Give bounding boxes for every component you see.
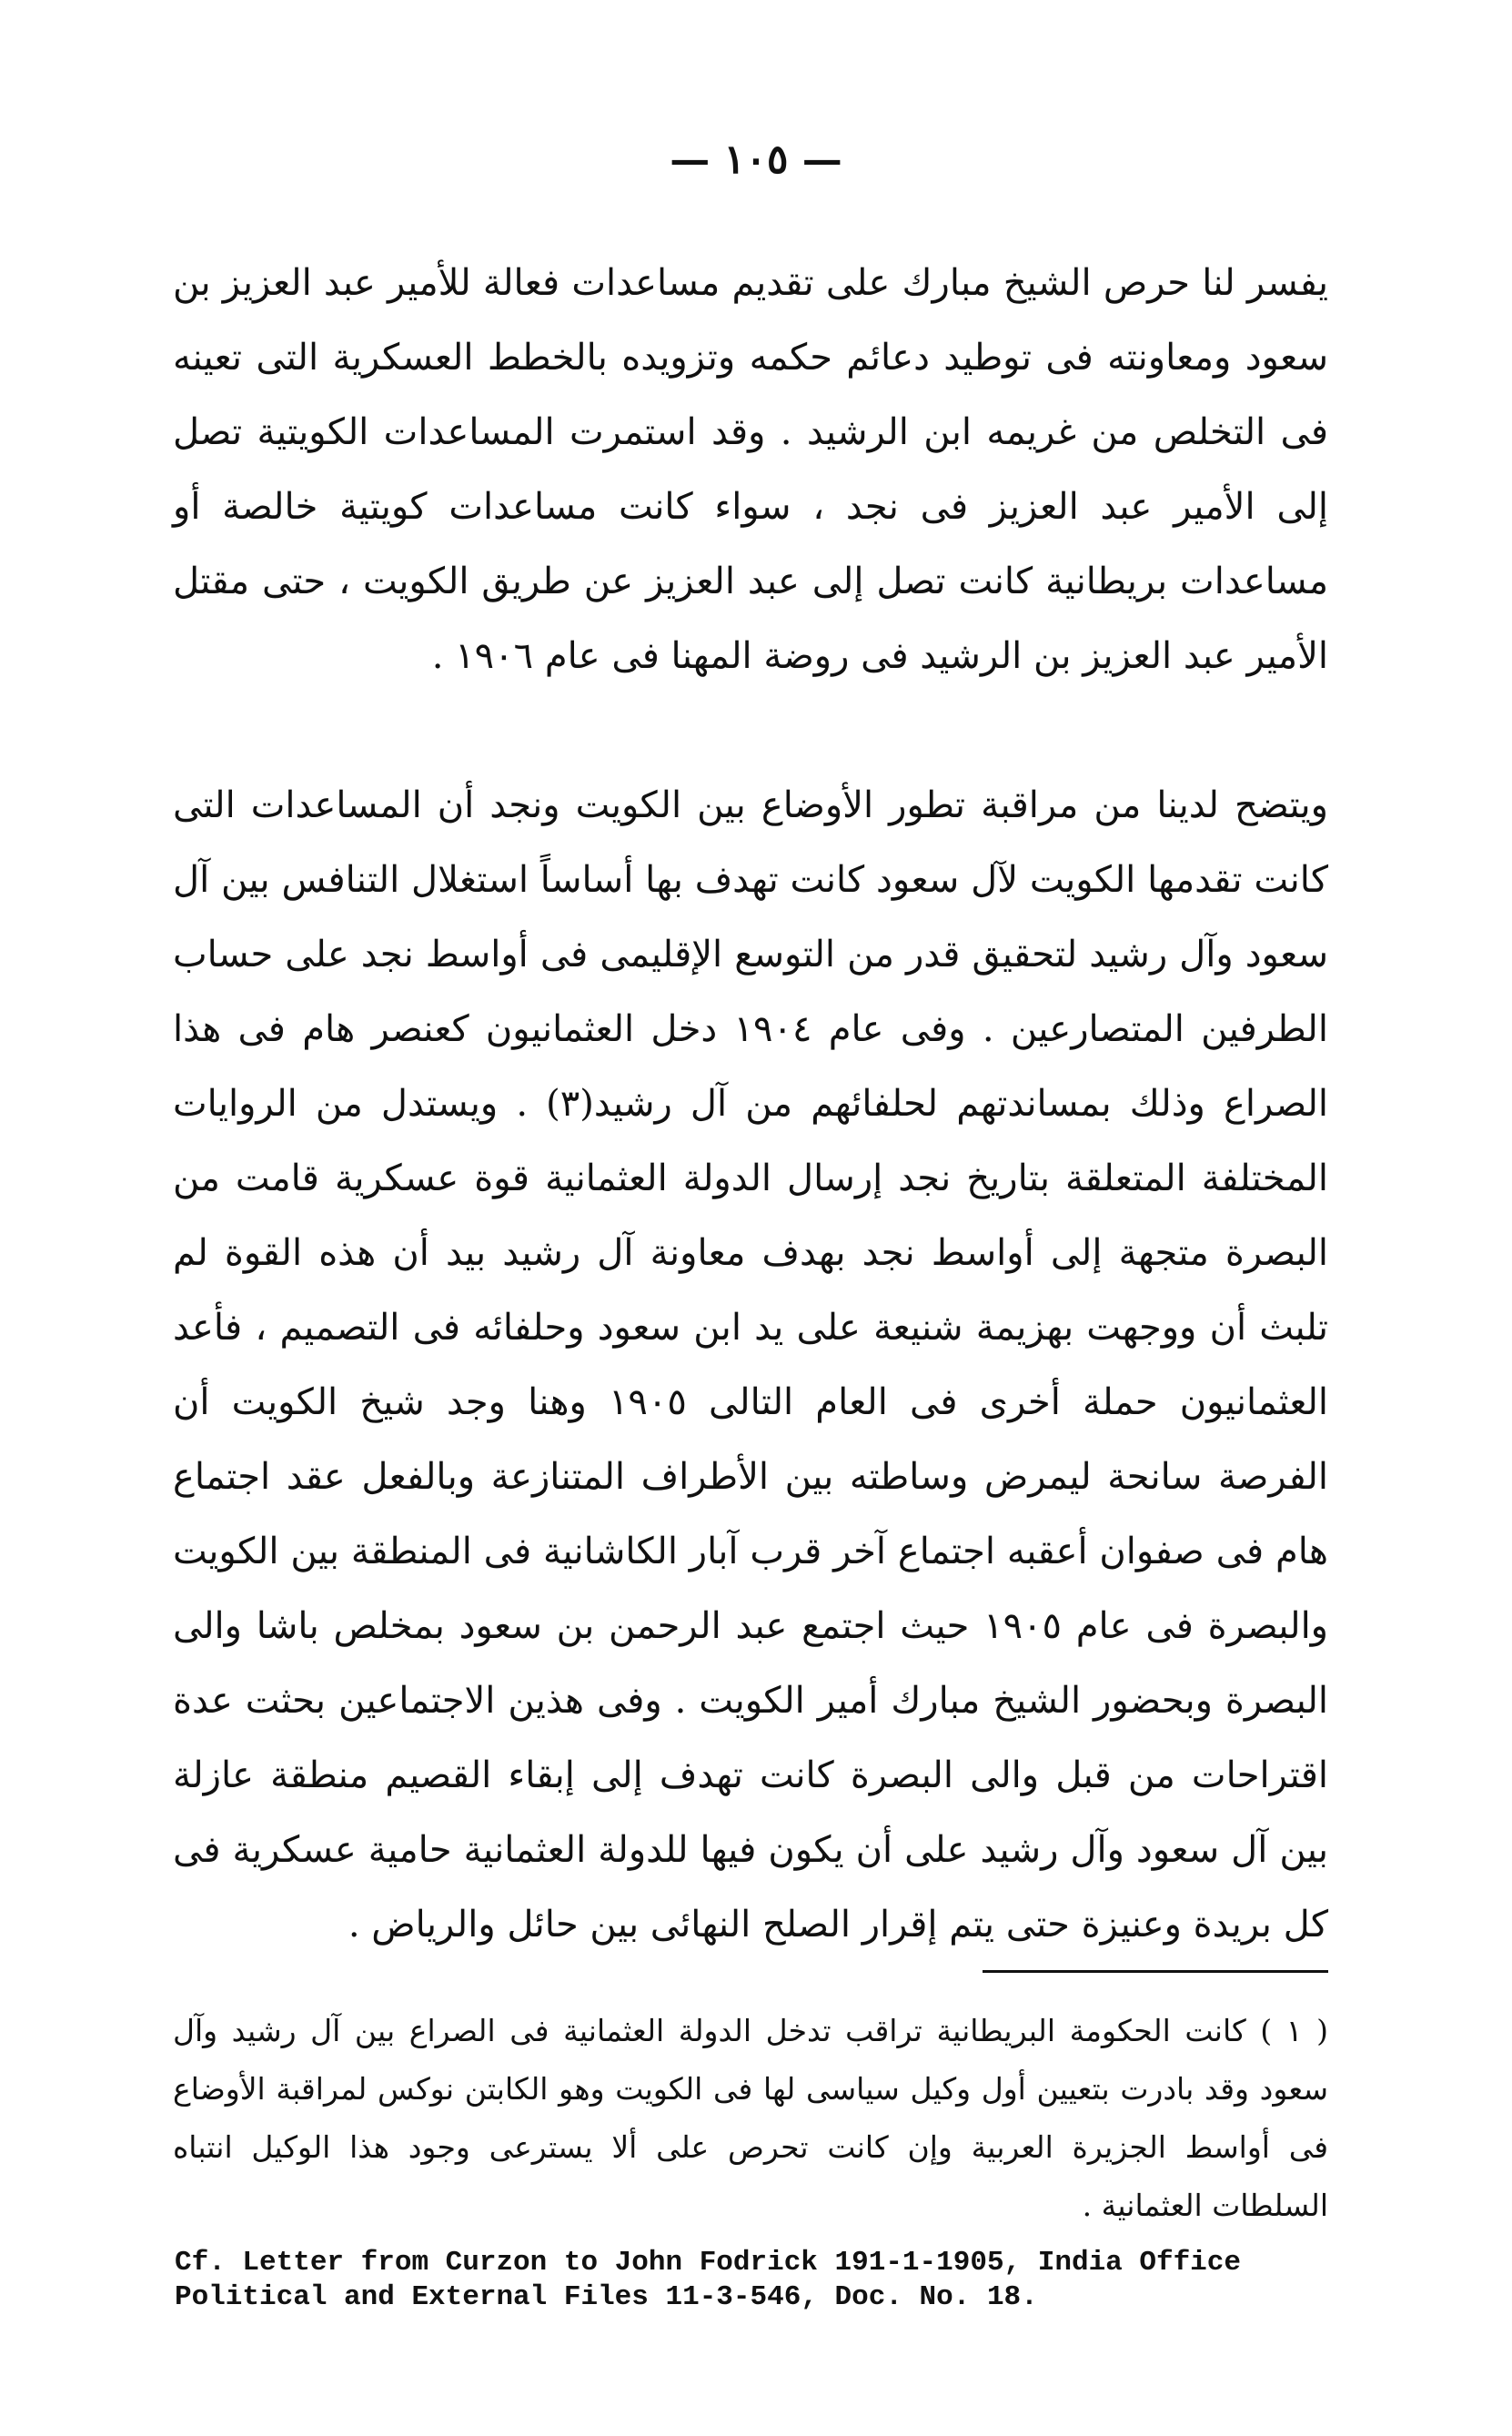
- paragraph-1: يفسر لنا حرص الشيخ مبارك على تقديم مساعدات فعالة للأمير عبد العزيز بن سعود ومعاونته فى توطيد دعائم حكمه وتزويده بالخطط العسكرية التى تعينه فى التخلص من غريمه ابن الرشيد . وقد استمرت المساعدات الكويتية تصل إلى الأمير عبد العزيز فى نجد ، سواء كانت مساعدات كويتية خالصة أو مساعدات بريطانية كانت تصل إلى عبد العزيز عن طريق الكويت ، حتى مقتل الأمير عبد العزيز بن الرشيد فى روضة المهنا فى عام ١٩٠٦ .: [173, 262, 1328, 677]
- page-number: — ١٠٥ —: [670, 136, 842, 183]
- footnote: ( ١ ) كانت الحكومة البريطانية تراقب تدخل الدولة العثمانية فى الصراع بين آل رشيد وآل سعود وقد بادرت بتعيين أول وكيل سياسى لها فى الكويت وهو الكابتن نوكس لمراقبة الأوضاع فى أواسط الجزيرة العربية وإن كانت تحرص على ألا يسترعى وجود هذا الوكيل انتباه السلطات العثمانية .: [173, 2013, 1328, 2223]
- citation-line-1: Cf. Letter from Curzon to John Fodrick 191-1-1905, India Office: [175, 2247, 1241, 2279]
- body-text: [173, 246, 1328, 1962]
- citation-line-2: Political and External Files 11-3-546, Doc. No. 18.: [175, 2281, 1038, 2313]
- paragraph-2: ويتضح لدينا من مراقبة تطور الأوضاع بين الكويت ونجد أن المساعدات التى كانت تقدمها الكويت لآل سعود كانت تهدف بها أساساً استغلال التنافس بين آل سعود وآل رشيد لتحقيق قدر من التوسع الإقليمى فى أواسط نجد على حساب الطرفين المتصارعين . وفى عام ١٩٠٤ دخل العثمانيون كعنصر هام فى هذا الصراع وذلك بمساندتهم لحلفائهم من آل رشيد(٣) . ويستدل من الروايات المختلفة المتعلقة بتاريخ نجد إرسال الدولة العثمانية قوة عسكرية قامت من البصرة متجهة إلى أواسط نجد بهدف معاونة آل رشيد بيد أن هذه القوة لم تلبث أن ووجهت بهزيمة شنيعة على يد ابن سعود وحلفائه فى التصميم ، فأعد العثمانيون حملة أخرى فى العام التالى ١٩٠٥ وهنا وجد شيخ الكويت أن الفرصة سانحة ليمرض وساطته بين الأطراف المتنازعة وبالفعل عقد اجتماع هام فى صفوان أعقبه اجتماع آخر قرب آبار الكاشانية فى المنطقة بين الكويت والبصرة فى عام ١٩٠٥ حيث اجتمع عبد الرحمن بن سعود بمخلص باشا والى البصرة وبحضور الشيخ مبارك أمير الكويت . وفى هذين الاجتماعين بحثت عدة اقتراحات من قبل والى البصرة كانت تهدف إلى إبقاء القصيم منطقة عازلة بين آل سعود وآل رشيد على أن يكون فيها للدولة العثمانية حامية عسكرية فى كل بريدة وعنيزة حتى يتم إقرار الصلح النهائى بين حائل والرياض .: [173, 784, 1329, 1946]
- citation: [175, 2246, 1330, 2315]
- footnote-divider: [983, 1970, 1328, 1973]
